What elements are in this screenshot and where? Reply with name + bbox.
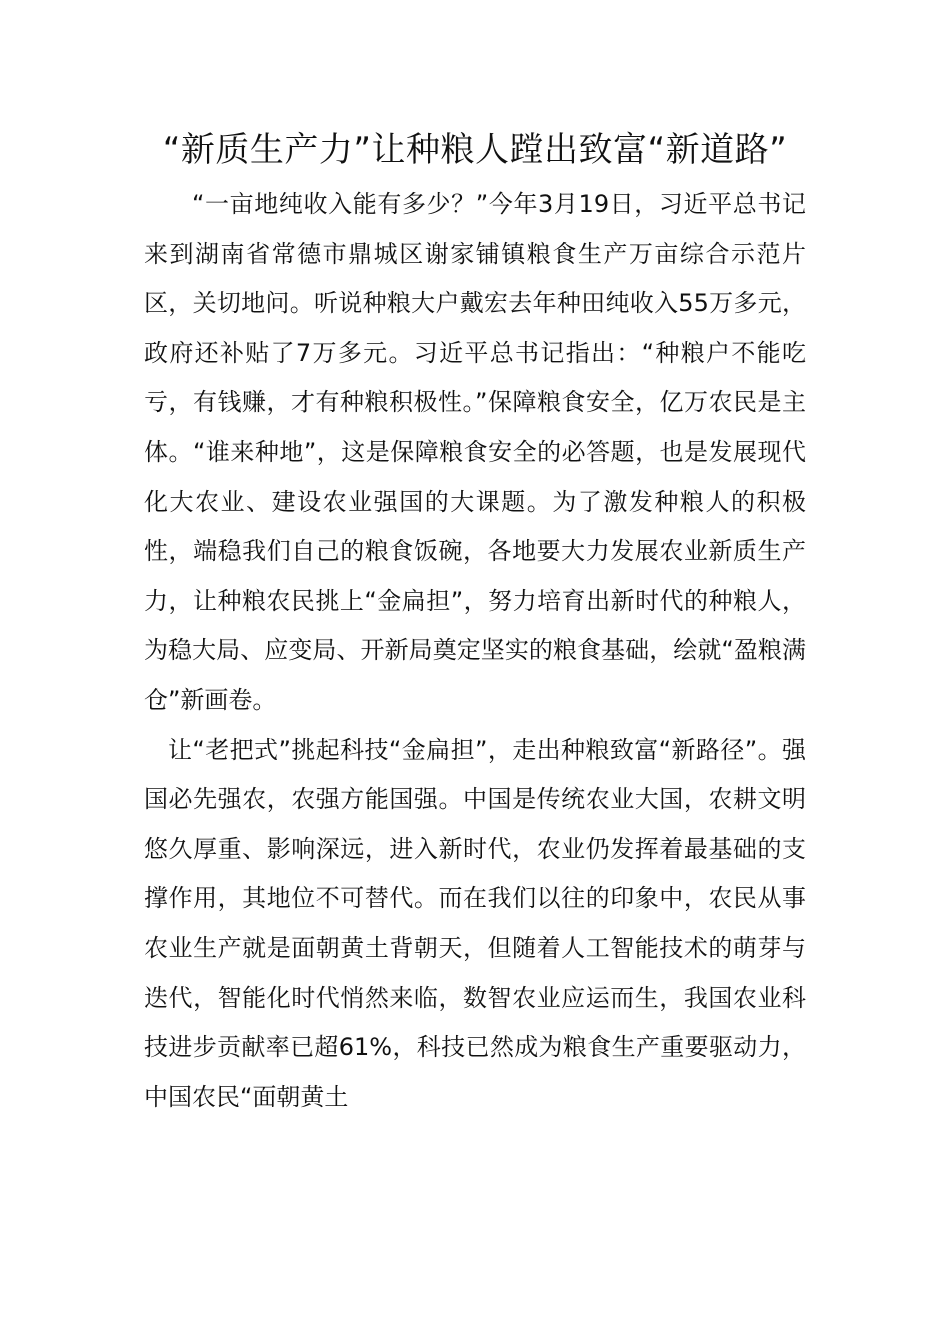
body-paragraph-2: 让“老把式”挑起科技“金扁担”，走出种粮致富“新路径”。强国必先强农，农强方能国强。中国是传统农业大国，农耕文明悠久厚重、影响深远，进入新时代，农业仍发挥着最基础的支撑作用，其地位不可替代。而在我们以往的印象中，农民从事农业生产就是面朝黄土背朝天，但随着人工智能技术的萌芽与迭代，智能化时代悄然来临，数智农业应运而生，我国农业科技进步贡献率已超61%，科技已然成为粮食生产重要驱动力，中国农民“面朝黄土 xyxy=(144,735,806,1111)
body-paragraph-1: “一亩地纯收入能有多少？”今年3月19日，习近平总书记来到湖南省常德市鼎城区谢家铺镇粮食生产万亩综合示范片区，关切地问。听说种粮大户戴宏去年种田纯收入55万多元，政府还补贴了7万多元。习近平总书记指出：“种粮户不能吃亏，有钱赚，才有种粮积极性。”保障粮食安全，亿万农民是主体。“谁来种地”，这是保障粮食安全的必答题，也是发展现代化大农业、建设农业强国的大课题。为了激发种粮人的积极性，端稳我们自己的粮食饭碗，各地要大力发展农业新质生产力，让种粮农民挑上“金扁担”，努力培育出新时代的种粮人，为稳大局、应变局、开新局奠定坚实的粮食基础，绘就“盈粮满仓”新画卷。 xyxy=(144,190,806,714)
document-page xyxy=(144,128,806,1122)
document-title: “新质生产力”让种粮人蹚出致富“新道路” xyxy=(162,130,788,170)
